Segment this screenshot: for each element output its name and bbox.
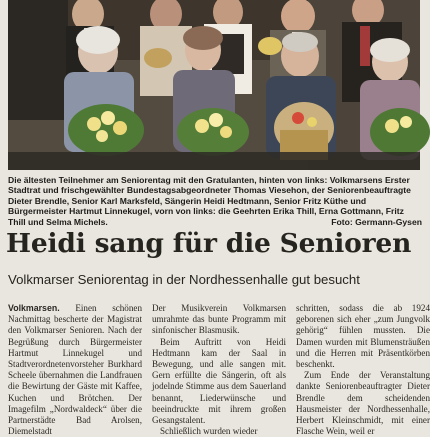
article-paragraph	[8, 303, 142, 437]
article-body	[8, 303, 430, 437]
article-column-3	[296, 303, 430, 437]
group-photo	[8, 0, 420, 170]
paragraph-text: Einen schönen Nachmittag bescherte der Magistrat den Volkmarser Senioren. Nach der Begrüßung durch Bürgermeister Hartmut Linnekugel und Stadtverordnetenvorsteher Burkhard Scheele übernahmen die Landfrauen die Bewirtung der Gäste mit Kaffee, Kuchen und Brötchen. Der Imagefilm „Nordwaldeck“ über die Partnerstädte Bad Arolsen, Diemelstadt	[8, 303, 142, 437]
article-paragraph: Schließlich wurden wieder	[160, 426, 258, 437]
article-column-2	[152, 303, 286, 437]
caption-text: Die ältesten Teilnehmer am Seniorentag mit den Gratulanten, hinten von links: Volkmarsens Erster Stadtrat und frischgewählter Bundestagsabgeordneter Thomas Viesehon, der Seniorenbeauftragte Dieter Brendle, Senior Karl Marksfeld, Sängerin Heidi Hedtmann, Senior Fritz Küthe und Bürgermeister Hartmut Linnekugel, vorn von links: die Geehrten Erika Thill, Erna Gottmann, Fritz Thill und Selma Michels.	[8, 175, 411, 227]
article-paragraph: schritten, sodass die ab 1924 geborenen sich eher „zum Jungvolk gehörig“ fühlen mussten. Die Damen wurden mit Blumensträußen und die Herren mit Präsentkörben beschenkt.	[296, 303, 430, 370]
group-photo-icon	[8, 0, 420, 170]
article-paragraph: Beim Auftritt von Heidi Hedtmann kam der Saal in Bewegung, und alle sangen mit. Gern erfüllte die Sängerin, oft als jodelnde Stimme aus dem Sauerland benannt, Liederwünsche und beeindruckte mit ihrem großen Gesangstalent.	[152, 336, 286, 426]
photo-credit: Foto: Germann-Gysen	[331, 216, 422, 227]
article-paragraph: Der Musikverein Volkmarsen umrahmte das bunte Programm mit sinfonischer Blasmusik.	[152, 303, 286, 336]
dateline: Volkmarsen.	[8, 303, 60, 313]
headline: Heidi sang für die Senioren	[6, 228, 412, 259]
subheadline: Volkmarser Seniorentag in der Nordhessenhalle gut besucht	[8, 272, 360, 287]
photo-caption	[8, 175, 422, 227]
article-paragraph: Zum Ende der Veranstaltung dankte Seniorenbeauftragter Dieter Brendle dem scheidenden Hausmeister der Nordhessenhalle, Herbert Kleinschmidt, mit einer Flasche Wein, weil er	[296, 370, 430, 437]
article-column-1	[8, 303, 142, 437]
